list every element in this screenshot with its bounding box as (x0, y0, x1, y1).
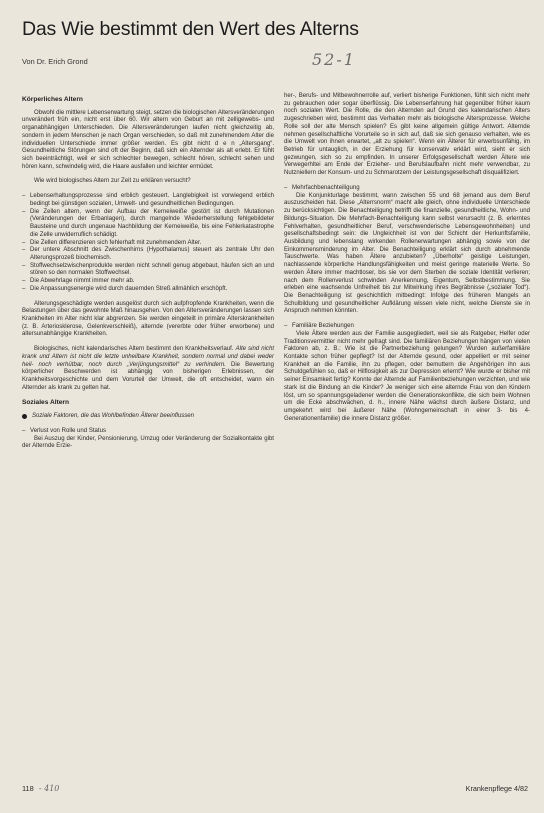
page-footer-left (22, 784, 59, 793)
article-title: Das Wie bestimmt den Wert des Alterns (22, 18, 359, 40)
section-heading-soziales-altern: Soziales Altern (22, 399, 70, 407)
bullet-text: Soziale Faktoren, die das Wohlbefinden Älterer beeinflussen (32, 413, 195, 420)
subheading: – Familiäre Beziehungen (284, 323, 530, 331)
page-number: 118 (22, 784, 34, 793)
list-item: – Lebenserhaltungsprozesse sind erblich gesteuert. Langlebigkeit ist vorwiegend erblich bedingt bei günstigen sozialen, Umwelt- und gesundheitlichen Bedingungen. (22, 193, 274, 208)
paragraph: Alterungsgeschädigte werden ausgelöst durch sich aufpfropfende Krankheiten, wenn die Belastungen über das gewohnte Maß hinausgehen. Von den Altersveränderungen lassen sich Krankheiten im Alter nicht klar abgrenzen. Sie werden eingeteilt in primäre Alterskrankheiten (z. B. Arteriosklerose, Gelenkverschleiß), alternde (vererbte oder früher erworbene) und altersunabhängige Krankheiten. (22, 300, 274, 338)
list-item: – Der untere Abschnitt des Zwischenhirns (Hypothalamus) steuert als zentrale Uhr den Alterungsprozeß biochemisch. (22, 247, 274, 262)
journal-reference: Krankenpflege 4/82 (465, 784, 528, 793)
subheading: – Mehrfachbenachteiligung (284, 185, 530, 193)
paragraph: Die Konjunkturlage bestimmt, wann zwischen 55 und 68 jemand aus dem Beruf auszuscheiden hat. Diese „Alterrsnorm“ macht alle gleich, ohne individuelle Unterschiede zu berücksichtigen. Die Benachteiligung betrifft die finanzielle, gesundheitliche, Wohn- und Bildungs-Situation. Die Mehrfach-Benachteiligung kann selbst verursacht (z. B. erlerntes Fehlverhalten, gesundheitlicher Beruf, verschwenderische Lebensgewohnheiten) und gesellschaftsbedingt sein: die Ungleichheit ist von der Schicht der Herkunftsfamilie, Ausbildung und lebenslang wirkenden Rollenerwartungen abhängig sowie von der Einkommensminderung im Alter. Die Benachteiligung erklärt sich durch abnehmende Tauschwerte. Was haben Ältere anzubieten? „Überholte“ geistige Leistungen, nachlassende körperliche Handlungsfähigkeiten und meist geringe materielle Werte. So werden Ältere immer machtloser, bis sie vor dem Sterben die soziale Identität verlieren; nach dem Rollenverlust schwinden Anerkennung, Eigentum, Selbstbestimmung. Sie erleben eine wachsende Unfreiheit bis zur Mitwirkung ihres Begräbnisse („sozialer Tod“). Die Benachteiligung ist geschichtlich mitbedingt: Infolge des früheren Mangels an Schulbildung und gesundheitlicher Aufklärung wissen viele nicht, welche Dienste sie in Anspruch nehmen könnten. (284, 192, 530, 315)
paragraph: Bei Auszug der Kinder, Pensionierung, Umzug oder Veränderung der Sozialkontakte gibt der Alternde Erzie- (22, 435, 274, 450)
paragraph (22, 346, 274, 392)
paragraph-text: Biologisches, nicht kalendarisches Altern bestimmt den Krankheitsverlauf. (34, 346, 234, 353)
paragraph: her-, Berufs- und Mitbewohnerrolle auf, verliert bisherige Funktionen, fühlt sich nicht mehr zu gebrauchen oder sogar überflüssig. Die Lebenserfahrung hat gegenüber früher kaum noch sozialen Wert. Die Rolle, die den Alternden auf Grund des kalendarischen Alters zugeschrieben wird, bestimmt das Verhalten mehr als biologische Altersprozesse. Welche Rolle soll der alte Mensch spielen? Es gibt keine allgemein gültige Antwort. Alternde nehmen gesellschaftliche Vorurteile so in sich auf, daß sie sich genauso verhalten, wie es die Umwelt von ihnen erwartet, „alt zu spielen“. Wenn ein Älterer für erwerbsunfähig, im Betrieb für untauglich, in der Erziehung für konservativ erklärt wird, sieht er sich gezwungen, sich so zu empfinden. In unserer Erfolgsgesellschaft werden Ältere wie Verwegerhltei am Ende der Erzieher- und Berufslaufbahn nicht mehr verwendbar, zu Nutzniellern der Konsum- und zu Schmarotzern der Leistungsgesellschaft disqualifiziert. (284, 93, 530, 177)
list-item: – Die Zellen altern, wenn der Aufbau der Kerneiweiße gestört ist durch Mutationen (Veränderungen der Erbanlagen), durch mangelnde Wiederherstellung fehlgebildeter Bausteine und durch ungenaue Nachbildung der Kerneiweiße, bis eine Fehlerkatastrophe die Zelle unwiderruflich schädigt. (22, 209, 274, 240)
section-heading-koerperliches-altern: Körperliches Altern (22, 96, 83, 103)
bullet-point (22, 413, 274, 421)
list-item: – Die Zellen differenzieren sich fehlerhaft mit zunehmendem Alter. (22, 240, 274, 248)
handwritten-page-number: - 410 (38, 784, 60, 793)
article-author: Von Dr. Erich Grond (22, 57, 88, 66)
handwritten-note: 52-1 (312, 50, 356, 69)
bullet-icon (22, 414, 27, 419)
paragraph: Obwohl die mittlere Lebenserwartung steigt, setzen die biologischen Altersveränderungen unverändert früh ein, nicht erst über 60. Wir altern von Geburt an mit zelligewebs- und organabhängigen Unterschieden. Die Altersveränderungen laufen nicht gleichzeitig ab, sondern in jedem Menschen je nach Organ verschieden, so daß mit zunehmendem Alter die individuellen Unterschiede immer größer werden. Es gibt nicht d e n „Altersgang“. Gesundheitliche Störungen sind oft der Beginn, daß sich ein Alternder als alt erlebt. Er fühlt sich beeinträchtigt, weil er sich schlechter bewegen, schlecht hören, schlecht sehen und hören kann, schwindelig wird, die Haare ausfallen und leichter ermüdet. (22, 109, 275, 170)
subheading-list (22, 428, 274, 436)
right-column (284, 93, 530, 430)
paragraph-text: Die Bewertung körperlicher Beschwerden ist abhängig von bisherigen Erlebnissen, der Krankheitsvorgeschichte und dem Vorurteil der Umwelt, die oft entscheidet, wann ein Alternder als krank zu gelten hat. (22, 361, 274, 391)
subheading-list (284, 185, 530, 193)
paragraph: Wie wird biologisches Altern zur Zeit zu erklären versucht? (34, 178, 191, 185)
emphasized-text: Alte sind nicht krank und Altern ist nicht die letzte unheilbare Krankheit, sondern normal und dabei weder heil- noch verhütbar, noch durch „Verjüngungsmittel“ zu verhindern. (22, 346, 275, 368)
list-item: – Die Abwehrlage nimmt immer mehr ab. (22, 278, 274, 286)
subheading: – Verlust von Rolle und Status (22, 428, 274, 436)
paragraph: Viele Ältere werden aus der Familie ausgegliedert, weil sie als Ratgeber, Helfer oder Traditionsvermittler nicht mehr gefragt sind. Die familiären Beziehungen hängen von vielen Faktoren ab, z. B.: Wie ist die Partnerbeziehung gelungen? Wurden außerfamiliäre Kontakte schon früher gepflegt? Ist der Alternde gesund, oder appelliert er mit seiner Krankheit an die Familie, ihn zu pflegen, oder bemuttern die Angehörigen ihn aus Schuldgefühlen so, daß er Hilflosigkeit als zur Depression erlernt? Wie wurde er bisher mit seiner Einsamkeit fertig? Konnte der Alternde auf Familienbeziehungen verzichten, und wie stark ist die Bindung an die Kinder? Je weniger sich eine alternde Frau von den Kindern löst, um so spannungsgeladener werden die Generationskonflikte, die sich beim Wohnen um die Ecke abschwächen, d. h., innere Nähe wächst durch äußere Distanz, und umgekehrt wird bei äußerer Nähe (Wohngemeinschaft in einer 3- bis 4-Generationenfamilie) die innere Distanz größer. (284, 330, 530, 422)
subheading-list (284, 323, 530, 331)
list-item: – Stoffwechselzwischenprodukte werden nicht schnell genug abgebaut, häufen sich an und stören so den normalen Stoffwechsel. (22, 263, 274, 278)
left-column (22, 96, 274, 458)
list-item: – Die Anpassungsenergie wird durch dauernden Streß allmählich erschöpft. (22, 286, 274, 294)
theory-list (22, 193, 274, 293)
